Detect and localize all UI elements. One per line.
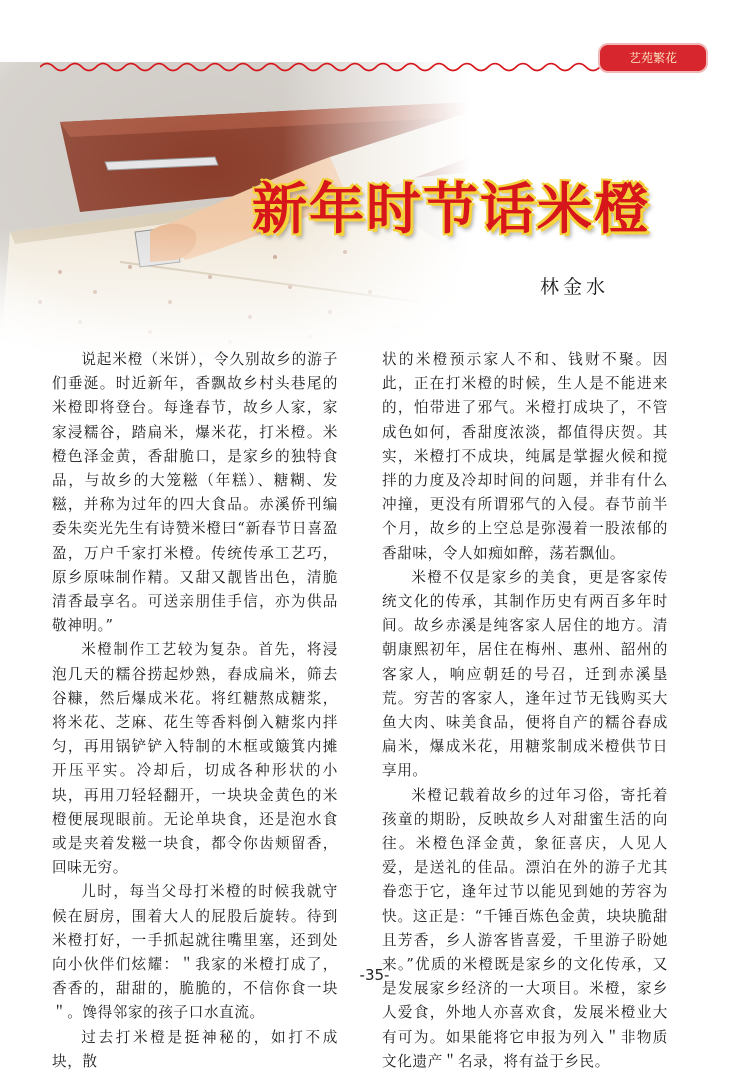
paragraph-continued: 状的米橙预示家人不和、钱财不聚。因此，正在打米橙的时候，生人是不能进来的，怕带进了邪气。米橙打成块了，不管成色如何，香甜度浓淡，都值得庆贺。其实，米橙打不成块，纯属是掌握火候和搅拌的力度及冷却时间的问题，并非有什么冲撞，更没有所谓邪气的入侵。春节前半个月，故乡的上空总是弥漫着一股浓郁的香甜味，令人如痴如醉，荡若飘仙。 [382, 351, 668, 562]
paragraph: 过去打米橙是挺神秘的，如打不成块，散 [52, 1028, 338, 1070]
page-number: -35- [359, 966, 390, 984]
paragraph: 米橙不仅是家乡的美食，更是客家传统文化的传承，其制作历史有两百多年时间。故乡赤溪是纯客家人居住的地方。清朝康熙初年，居住在梅州、惠州、韶州的客家人，响应朝廷的号召，迁到赤溪垦荒。穷苦的客家人，逢年过节无钱购买大鱼大肉、味美食品，便将自产的糯谷舂成扁米，爆成米花，用糖浆制成米橙供节日享用。 [382, 568, 668, 780]
article-title: 新年时节话米橙 [252, 177, 652, 241]
column-badge: 艺苑繁花 [600, 45, 706, 71]
paragraph: 说起米橙（米饼），令久别故乡的游子们垂涎。时近新年，香飘故乡村头巷尾的米橙即将登台。每逢春节，故乡人家，家家浸糯谷，踏扁米，爆米花，打米橙。米橙色泽金黄，香甜脆口，是家乡的独特食品，与故乡的大笼糍（年糕）、糖糊、发糍，并称为过年的四大食品。赤溪侨刊编委朱奕光先生有诗赞米橙曰“新春节日喜盈盈，万户千家打米橙。传统传承工艺巧，原乡原味制作精。又甜又靓皆出色，清脆清香最享名。可送亲朋佳手信，亦为供品敬神明。” [52, 351, 338, 635]
paragraph: 米橙制作工艺较为复杂。首先，将浸泡几天的糯谷捞起炒熟，舂成扁米，筛去谷糠，然后爆成米花。将红糖熬成糖浆，将米花、芝麻、花生等香料倒入糖浆内拌匀，再用锅铲铲入特制的木框或簸箕内摊开压平实。冷却后，切成各种形状的小块，再用刀轻轻翻开，一块块金黄色的米橙便展现眼前。无论单块食，还是泡水食或是夹着发糍一块食，都令你齿颊留香，回味无穷。 [52, 641, 338, 877]
decorative-wave-line [40, 58, 600, 76]
paragraph: 儿时，每当父母打米橙的时候我就守候在厨房，围着大人的屁股后旋转。待到米橙打好，一手抓起就往嘴里塞，还到处向小伙伴们炫耀：＂我家的米橙打成了，香香的，甜甜的，脆脆的，不信你食一块＂。馋得邻家的孩子口水直流。 [52, 883, 338, 1022]
article-author: 林金水 [540, 276, 610, 298]
paragraph: 米橙记载着故乡的过年习俗，寄托着孩童的期盼，反映故乡人对甜蜜生活的向往。米橙色泽金黄，象征喜庆，人见人爱，是送礼的佳品。漂泊在外的游子尤其眷恋于它，逢年过节以能见到她的芳容为快。这正是：“千锤百炼色金黄，块块脆甜且芳香，乡人游客皆喜爱，千里游子盼她来。”优质的米橙既是家乡的文化传承，又是发展家乡经济的一大项目。米橙，家乡人爱食，外地人亦喜欢食，发展米橙业大有可为。如果能将它申报为列入＂非物质文化遗产＂名录，将有益于乡民。 [382, 786, 668, 1070]
